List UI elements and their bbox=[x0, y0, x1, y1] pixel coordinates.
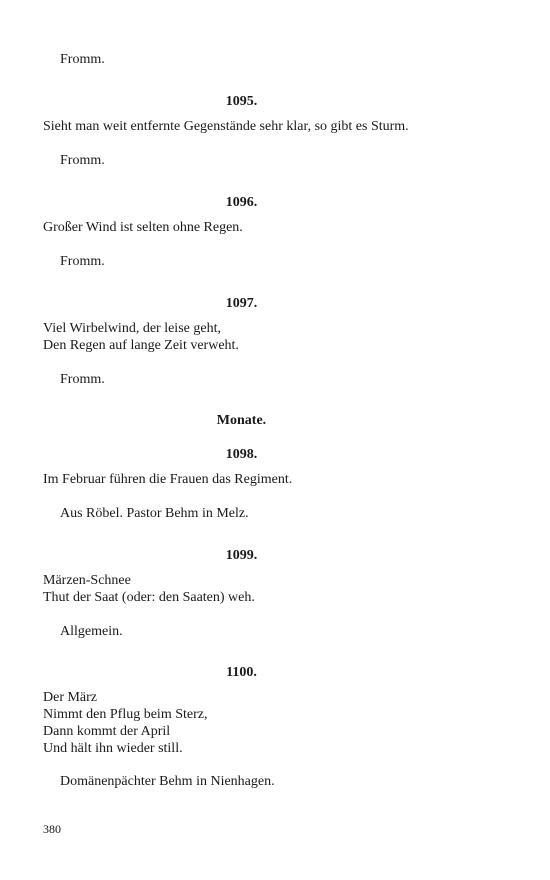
source-line: Fromm. bbox=[60, 372, 105, 387]
entry-text-line: Nimmt den Pflug beim Sterz, bbox=[43, 707, 208, 722]
entry-text-line: Großer Wind ist selten ohne Regen. bbox=[43, 220, 243, 235]
source-line: Domänenpächter Behm in Nienhagen. bbox=[60, 774, 275, 789]
entry-text-line: Der März bbox=[43, 690, 98, 705]
entry-number: 1097. bbox=[225, 296, 258, 311]
entry-number: 1099. bbox=[225, 548, 258, 563]
source-line: Fromm. bbox=[60, 52, 105, 67]
entry-number: 1098. bbox=[225, 447, 258, 462]
entry-text-line: Thut der Saat (oder: den Saaten) weh. bbox=[43, 590, 255, 605]
page-number: 380 bbox=[43, 822, 61, 836]
entry-number: 1095. bbox=[225, 94, 258, 109]
entry-text-line: Viel Wirbelwind, der leise geht, bbox=[43, 321, 221, 336]
entry-text-line: Und hält ihn wieder still. bbox=[43, 741, 183, 756]
entry-number: 1100. bbox=[226, 665, 257, 680]
entry-text-line: Den Regen auf lange Zeit verweht. bbox=[43, 338, 239, 353]
source-line: Fromm. bbox=[60, 153, 105, 168]
entry-text-line: Dann kommt der April bbox=[43, 724, 171, 739]
entry-text-line: Im Februar führen die Frauen das Regiment. bbox=[43, 472, 293, 487]
entry-number: 1096. bbox=[225, 195, 258, 210]
source-line: Aus Röbel. Pastor Behm in Melz. bbox=[60, 506, 249, 521]
section-title: Monate. bbox=[216, 413, 267, 428]
source-line: Fromm. bbox=[60, 254, 105, 269]
entry-text-line: Sieht man weit entfernte Gegenstände sehr klar, so gibt es Sturm. bbox=[43, 119, 409, 134]
entry-text-line: Märzen-Schnee bbox=[43, 573, 131, 588]
source-line: Allgemein. bbox=[60, 624, 123, 639]
